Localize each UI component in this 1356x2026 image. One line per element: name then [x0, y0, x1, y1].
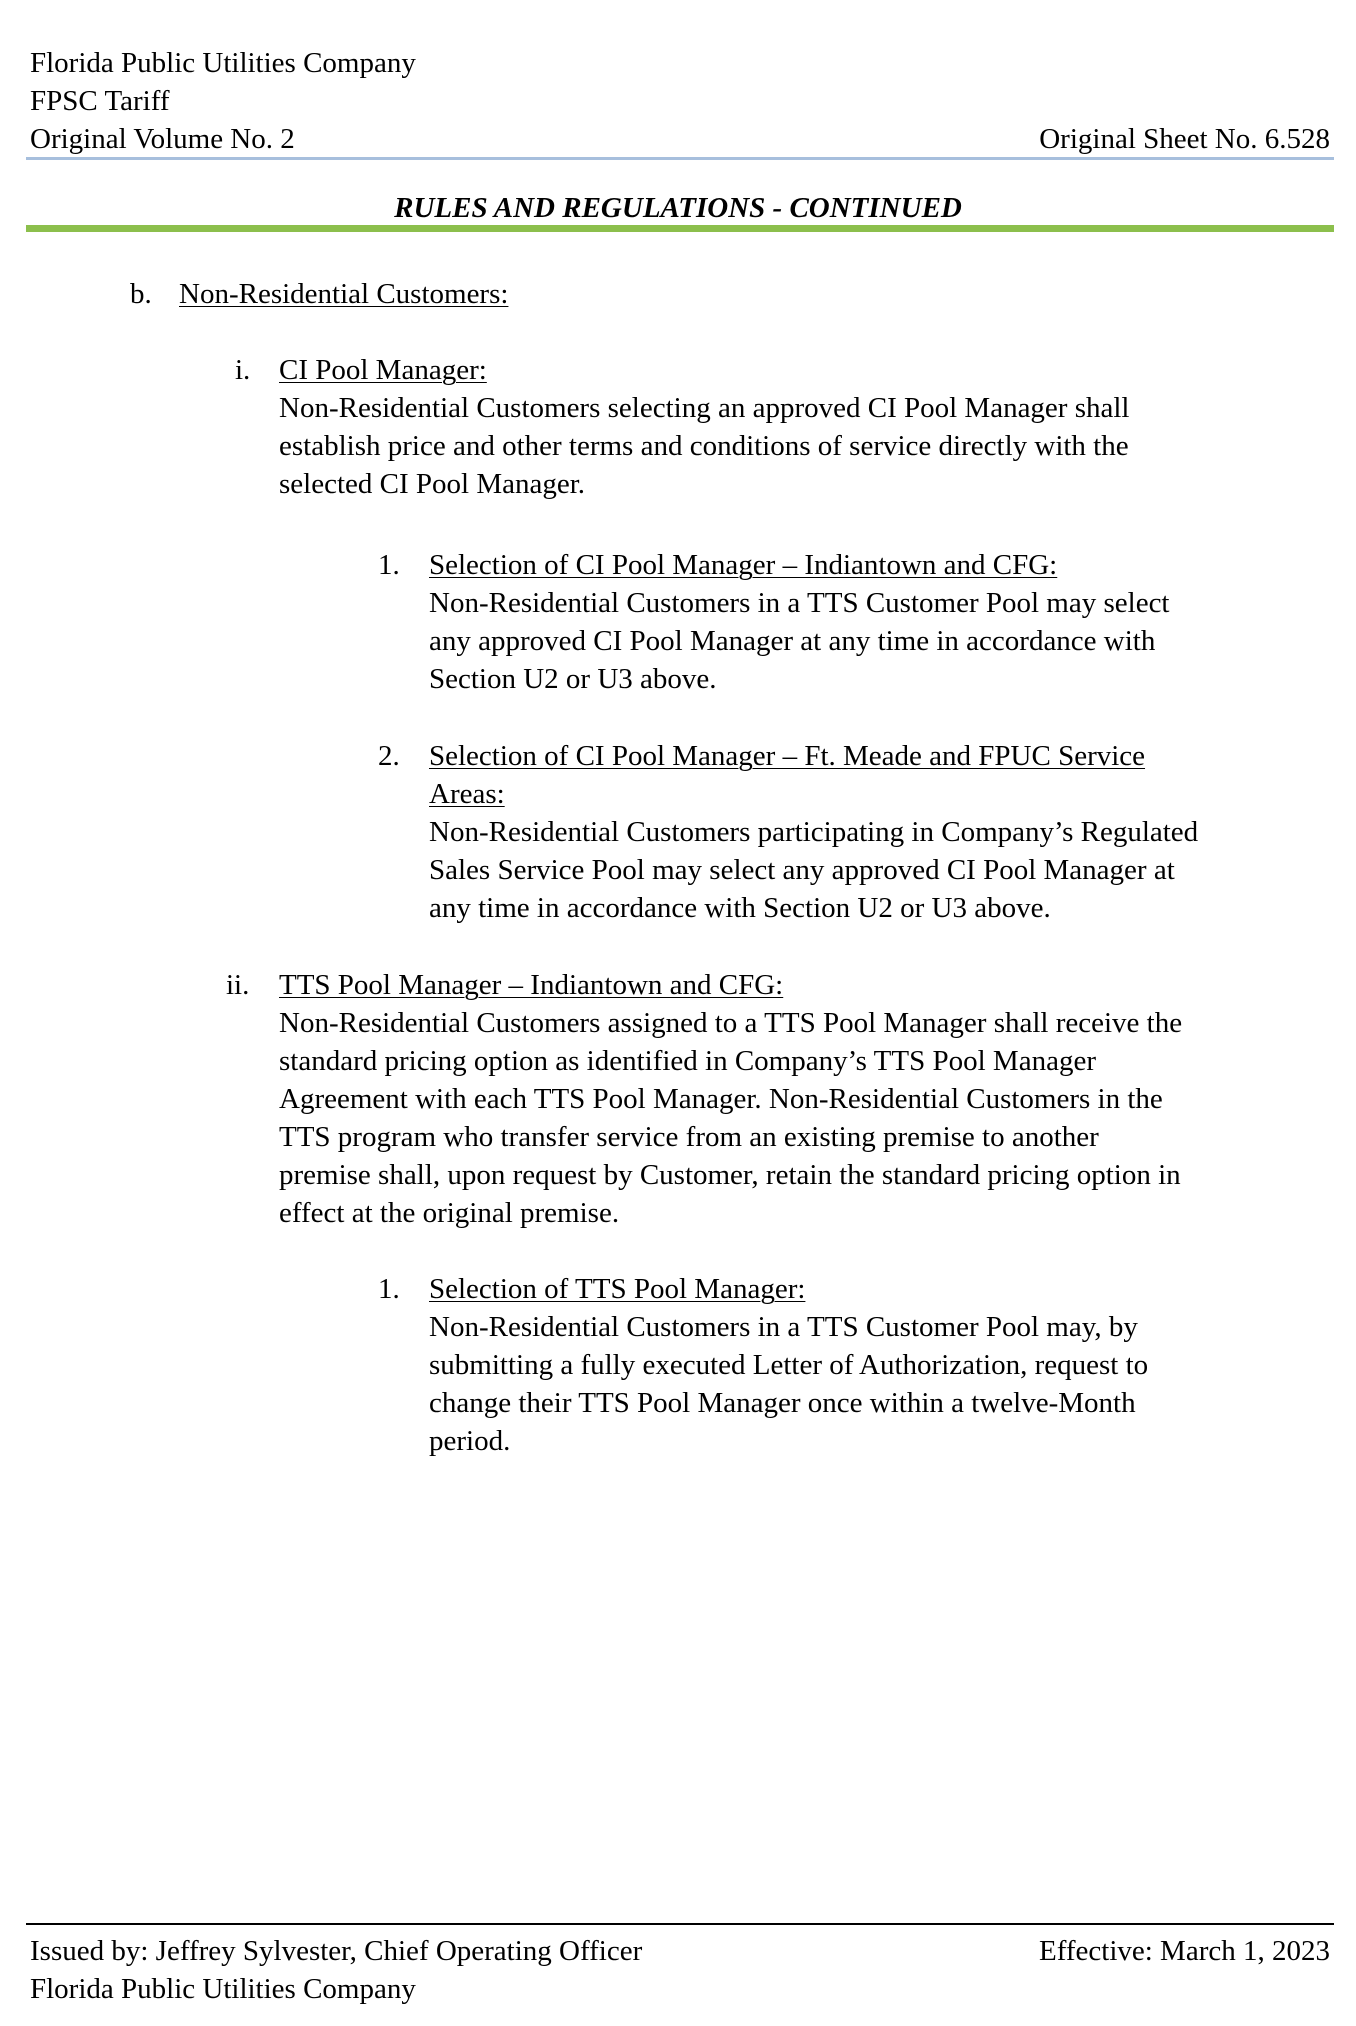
item-ii-1-line: period.	[429, 1425, 511, 1457]
item-ii-marker: ii.	[226, 969, 250, 1001]
item-ii-line: standard pricing option as identified in Company’s TTS Pool Manager	[279, 1045, 1096, 1077]
item-i-line: establish price and other terms and conditions of service directly with the	[279, 430, 1129, 462]
item-ii-1-line: Non-Residential Customers in a TTS Customer Pool may, by	[429, 1311, 1138, 1343]
item-i-2-heading: Areas:	[429, 778, 505, 810]
header-company: Florida Public Utilities Company	[30, 47, 416, 79]
item-i-1-line: Non-Residential Customers in a TTS Customer Pool may select	[429, 587, 1170, 619]
header-sheet-number: Original Sheet No. 6.528	[1039, 123, 1330, 155]
item-ii-1-heading: Selection of TTS Pool Manager:	[429, 1273, 806, 1305]
item-ii-line: TTS program who transfer service from an existing premise to another	[279, 1121, 1099, 1153]
item-i-line: selected CI Pool Manager.	[279, 468, 586, 500]
item-i-1-heading: Selection of CI Pool Manager – Indiantown and CFG:	[429, 549, 1058, 581]
item-i-2-line: Non-Residential Customers participating in Company’s Regulated	[429, 816, 1199, 848]
item-b-heading: Non-Residential Customers:	[179, 278, 509, 310]
header-tariff: FPSC Tariff	[30, 85, 170, 117]
item-ii-heading: TTS Pool Manager – Indiantown and CFG:	[279, 969, 784, 1001]
item-ii-line: Agreement with each TTS Pool Manager. Non-Residential Customers in the	[279, 1083, 1163, 1115]
item-i-line: Non-Residential Customers selecting an approved CI Pool Manager shall	[279, 392, 1130, 424]
item-ii-line: effect at the original premise.	[279, 1197, 620, 1229]
item-b-marker: b.	[130, 278, 152, 310]
item-ii-1-line: change their TTS Pool Manager once within a twelve-Month	[429, 1387, 1136, 1419]
footer-divider	[26, 1923, 1334, 1925]
section-title: RULES AND REGULATIONS - CONTINUED	[394, 192, 962, 224]
footer-issued-by: Issued by: Jeffrey Sylvester, Chief Operating Officer	[30, 1935, 643, 1967]
item-i-1-marker: 1.	[378, 549, 400, 581]
header-volume: Original Volume No. 2	[30, 123, 295, 155]
footer-company: Florida Public Utilities Company	[30, 1973, 416, 2005]
item-i-2-line: Sales Service Pool may select any approved CI Pool Manager at	[429, 854, 1175, 886]
item-i-marker: i.	[235, 354, 251, 386]
item-ii-line: premise shall, upon request by Customer, retain the standard pricing option in	[279, 1159, 1181, 1191]
item-i-1-line: Section U2 or U3 above.	[429, 663, 717, 695]
item-ii-1-marker: 1.	[378, 1273, 400, 1305]
section-title-divider	[26, 225, 1334, 232]
item-ii-1-line: submitting a fully executed Letter of Authorization, request to	[429, 1349, 1149, 1381]
item-ii-1-block	[429, 1270, 1148, 1460]
item-i-2-marker: 2.	[378, 740, 400, 772]
item-i-block	[279, 351, 1130, 503]
footer-effective-date: Effective: March 1, 2023	[1039, 1935, 1330, 1967]
item-i-1-block	[429, 546, 1170, 698]
item-i-2-heading: Selection of CI Pool Manager – Ft. Meade and FPUC Service	[429, 740, 1146, 772]
item-ii-block	[279, 966, 1182, 1232]
item-i-heading: CI Pool Manager:	[279, 354, 487, 386]
item-i-2-block	[429, 737, 1198, 927]
item-i-2-line: any time in accordance with Section U2 or U3 above.	[429, 892, 1051, 924]
item-ii-line: Non-Residential Customers assigned to a TTS Pool Manager shall receive the	[279, 1007, 1183, 1039]
header-divider	[26, 157, 1334, 160]
item-i-1-line: any approved CI Pool Manager at any time in accordance with	[429, 625, 1156, 657]
